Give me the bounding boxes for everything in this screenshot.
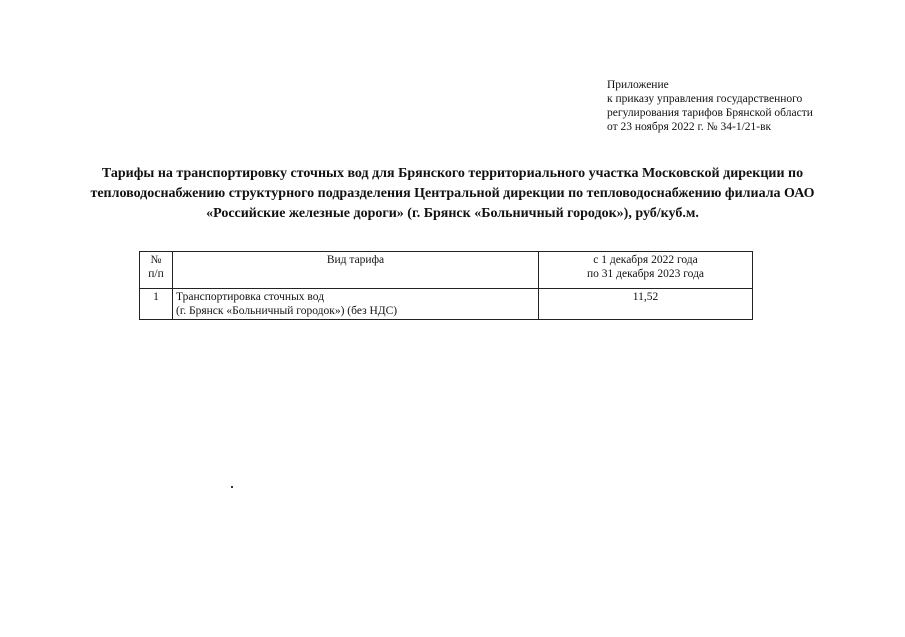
row-name-line: (г. Брянск «Больничный городок») (без НДС) [176, 305, 398, 317]
header-period-line: по 31 декабря 2023 года [586, 268, 705, 280]
appendix-block [607, 78, 897, 134]
table-header-row [140, 252, 753, 289]
table-row [140, 289, 753, 320]
title-line: тепловодоснабжению структурного подразделения Центральной дирекции по тепловодоснабжению филиала ОАО [90, 186, 815, 201]
appendix-line: от 23 ноября 2022 г. № 34-1/21-вк [607, 121, 772, 133]
header-num [140, 252, 173, 289]
header-period [539, 252, 753, 289]
appendix-line: регулирования тарифов Брянской области [607, 107, 813, 119]
row-num: 1 [140, 289, 173, 320]
title-line: «Российские железные дороги» (г. Брянск «Больничный городок»), руб/куб.м. [206, 206, 699, 221]
stray-dot [231, 486, 233, 488]
header-num-line: № [150, 254, 162, 266]
row-name-line: Транспортировка сточных вод [176, 291, 325, 303]
document-title [40, 164, 865, 224]
appendix-line: к приказу управления государственного [607, 93, 803, 105]
header-name: Вид тарифа [173, 252, 539, 289]
appendix-line: Приложение [607, 79, 669, 91]
row-name [173, 289, 539, 320]
tariff-table [139, 251, 753, 320]
header-num-line: п/п [148, 268, 164, 280]
title-line: Тарифы на транспортировку сточных вод для Брянского территориального участка Московской дирекции по [101, 166, 804, 181]
row-value: 11,52 [539, 289, 753, 320]
header-period-line: с 1 декабря 2022 года [593, 254, 698, 266]
